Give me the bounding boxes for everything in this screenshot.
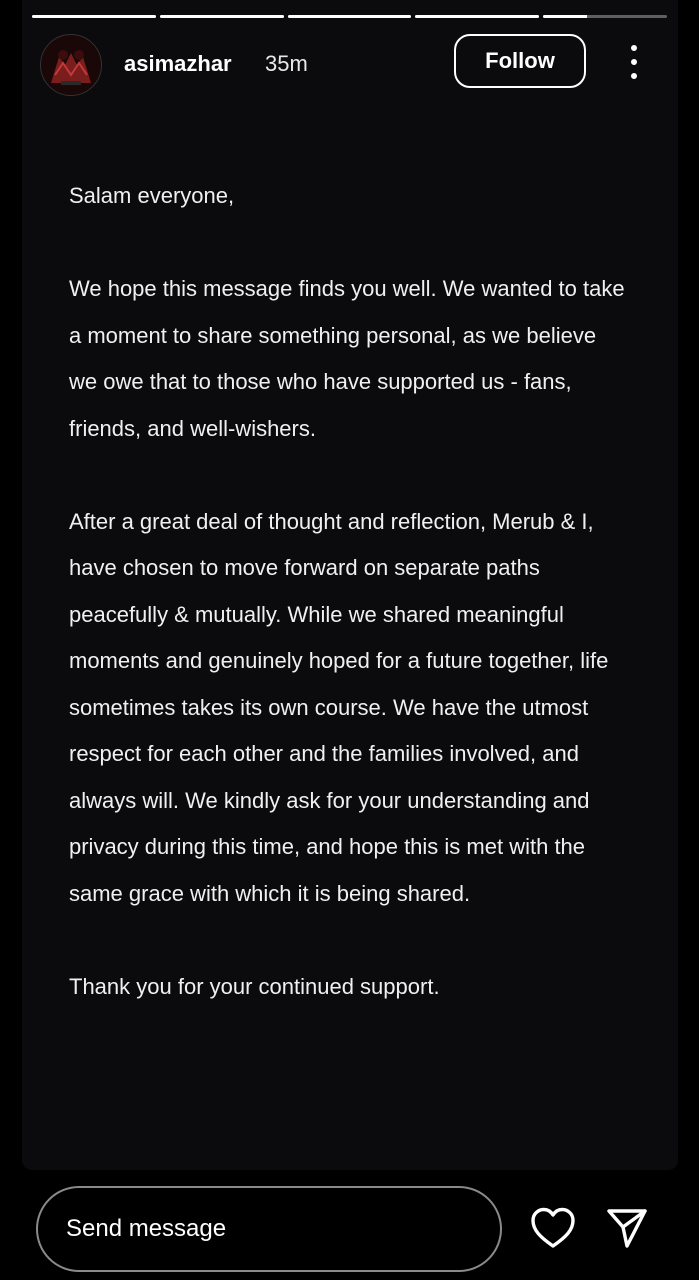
- post-time: 35m: [265, 51, 308, 76]
- progress-segment: [160, 15, 284, 18]
- send-message-input[interactable]: [36, 1186, 502, 1272]
- message-paragraph: Salam everyone,: [69, 183, 235, 208]
- progress-segment: [32, 15, 156, 18]
- message-paragraph: We hope this message finds you well. We wanted to take a moment to share something personal, as we believe we owe that to those who have supported us - fans, friends, and well-wishers.: [69, 276, 625, 441]
- progress-segment: [543, 15, 667, 18]
- story-message: [69, 173, 629, 1010]
- progress-segment: [288, 15, 412, 18]
- follow-button[interactable]: Follow: [454, 34, 586, 88]
- story-progress: [32, 15, 667, 18]
- reply-bar: [0, 1170, 699, 1280]
- story-header: [40, 34, 660, 94]
- message-paragraph: Thank you for your continued support.: [69, 973, 440, 999]
- avatar[interactable]: [40, 34, 102, 96]
- send-icon[interactable]: [605, 1206, 649, 1250]
- progress-segment: [415, 15, 539, 18]
- more-vertical-icon[interactable]: [623, 45, 645, 79]
- message-paragraph: After a great deal of thought and reflection, Merub & I, have chosen to move forward on separate paths peacefully & mutually. While we shared meaningful moments and genuinely hoped for a future together, life sometimes takes its own course. We have the utmost respect for each other and the families involved, and always will. We kindly ask for your understanding and privacy during this time, and hope this is met with the same grace with which it is being shared.: [69, 508, 609, 906]
- heart-icon[interactable]: [530, 1206, 576, 1250]
- username[interactable]: asimazhar: [124, 51, 232, 76]
- avatar-image: [41, 35, 101, 95]
